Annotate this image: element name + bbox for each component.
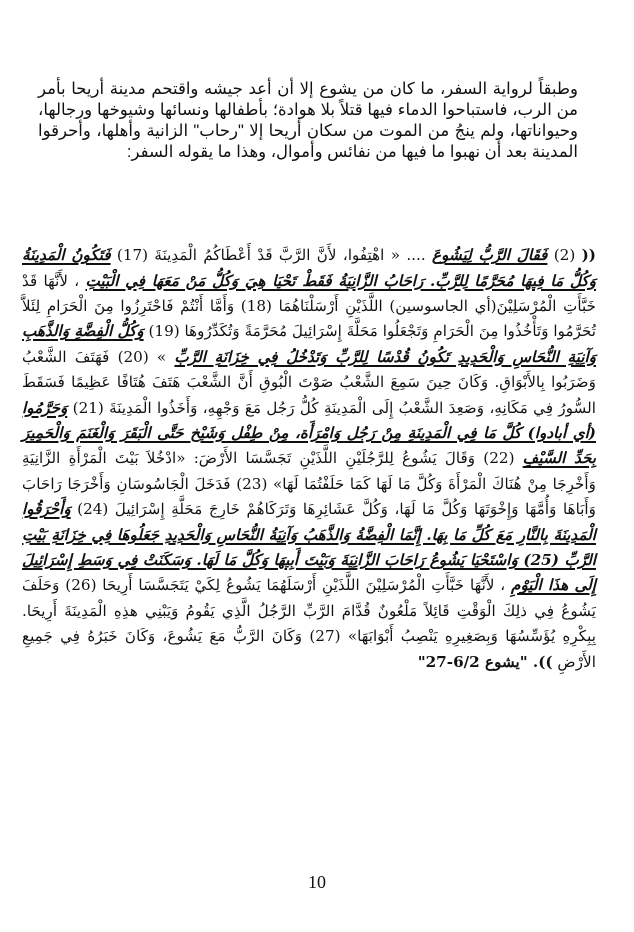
quote-text: » (20) فَهَتَفَ الشَّعْبُ وَضَرَبُوا بِالأَبْوَاقِ. وَكَانَ حِينَ سَمِعَ الشَّعْبُ صَوْتَ الْبُوقِ أَنَّ الشَّعْبَ هَتَفَ هُتَافًا عَظِيمًا فَسَقَطَ السُّورُ فِي مَكَانِهِ، وَصَعِدَ الشَّعْبُ إِلَى الْمَدِينَةِ كُلُّ رَجُل مَعَ وَجْهِهِ، وَأَخَذُوا الْمَدِينَةَ (21) [22, 347, 596, 417]
quote-text: (2) [547, 246, 576, 265]
quote-emphasis: فَتَكُونُ الْمَدِينَةُ وَكُلُّ مَا فِيهَا مُحَرَّمًا لِلرَّبِّ. رَاحَابُ الزَّانِيَةُ فَقَطْ تَحْيَا هِيَ وَكُلُّ مَنْ مَعَهَا فِي الْبَيْتِ [22, 246, 596, 290]
quote-emphasis: وَكُلُّ الْفِضَّةِ وَالذَّهَبِ وَآنِيَةِ النُّحَاسِ وَالْحَدِيدِ تَكُونُ قُدْسًا لِلرَّبِّ وَتَدْخُلُ فِي خِزَانَةِ الرَّبِّ [22, 322, 597, 366]
page-number: 10 [308, 872, 326, 892]
quote-text: (22) وَقَالَ يَشُوعُ لِلرَّجُلَيْنِ اللَّذَيْنِ تَجَسَّسَا الأَرْضَ: «ادْخُلاَ بَيْتَ الْمَرْأَةِ الزَّانِيَةِ وَأَخْرِجَا مِنْ هُنَاكَ الْمَرْأَةَ وَكُلَّ مَا لَهَا كَمَا حَلَفْتُمَا لَهَا» (23) فَدَخَلَ الْجَاسُوسَانِ وَأَخْرَجَا رَاحَابَ وَأَبَاهَا وَأُمَّهَا وَإِخْوَتَهَا وَكُلَّ مَا لَهَا، وَكُلَّ عَشَائِرِهَا وَتَرَكَاهُمْ خَارِجَ مَحَلَّةِ إِسْرَائِيلَ (24) [22, 449, 596, 519]
quote-text: ، لأَنَّهَا قَدْ خَبَّأَتِ الْمُرْسَلِيْنَ(أي الجاسوسين) اللَّذَيْنِ أَرْسَلْنَاهُمَا (18) وَأَمَّا أَنْتُمْ فَاحْتَرِزُوا مِنَ الْحَرَامِ لِئَلاَّ تُحَرَّمُوا وَتَأْخُذُوا مِنَ الْحَرَامِ وَتَجْعَلُوا مَحَلَّةَ إِسْرَائِيلَ مُحَرَّمَةً وَتُكَدِّرُوهَا (19) [22, 271, 596, 341]
quote-emphasis: وَحَرَّمُوا (أي أبادوا) كُلَّ مَا فِي الْمَدِينَةِ مِنْ رَجُل وَامْرَأَة، مِنْ طِفْل وَشَيْخ حَتَّى الْبَقَرَ وَالْغَنَمَ وَالْحَمِيرَ بِحَدِّ السَّيْفِ [22, 398, 596, 468]
quote-open-marks: (( [581, 246, 596, 265]
quote-text: .... « اهْتِفُوا، لأَنَّ الرَّبَّ قَدْ أَعْطَاكُمُ الْمَدِينَةَ (17) [110, 246, 426, 265]
quote-emphasis: فَقَالَ الرَّبُّ لِيَشُوعَ [432, 246, 548, 265]
quote-text: ، لأَنَّهَا خَبَّأَتِ الْمُرْسَلِيْنَ اللَّذَيْنِ أَرْسَلَهُمَا يَشُوعُ لِكَيْ يَتَجَسَّسَا أَرِيحَا (26) وَحَلَفَ يَشُوعُ فِي ذلِكَ الْوَقْتِ قَائِلاً مَلْعُونٌ قُدَّامَ الرَّبِّ الرَّجُلُ الَّذِي يَقُومُ وَيَبْنِي هذِهِ الْمَدِينَةَ أَرِيحَا. بِبِكْرِهِ يُؤَسِّسُهَا وَبِصَغِيرِهِ يَنْصِبُ أَبْوَابَهَا» (27) وَكَانَ الرَّبُّ مَعَ يَشُوعَ، وَكَانَ خَبَرُهُ فِي جَمِيعِ الأَرْضِ [22, 576, 596, 671]
quote-citation: )). "يشوع 6/2-27" [417, 652, 553, 671]
scripture-quote [22, 243, 596, 675]
quote-emphasis: وَأَحْرَقُوا الْمَدِينَةَ بِالنَّارِ مَعَ كُلِّ مَا بِهَا. إِنَّمَا الْفِضَّةُ وَالذَّهَبُ وَآنِيَةُ النُّحَاسِ وَالْحَدِيدِ جَعَلُوهَا فِي خِزَانَةِ بَيْتِ الرَّبِّ (25) وَاسْتَحْيَا يَشُوعُ رَاحَابَ الزَّانِيَةَ وَبَيْتَ أَبِيهَا وَكُلَّ مَا لَهَا. وَسَكَنَتْ فِي وَسَطِ إِسْرَائِيلَ إِلَى هذَا الْيَوْمِ [22, 500, 597, 595]
intro-paragraph: وطبقاً لرواية السفر، ما كان من يشوع إلا أن أعد جيشه واقتحم مدينة أريحا بأمر من الرب، فاستباحوا الدماء فيها قتلاً بلا هوادة؛ بأطفالها ونسائها وشيوخها ورجالها، وحيواناتها، ولم ينجُ من الموت من سكان أريحا إلا "رحاب" الزانية وأهلها، وأحرقوا المدينة بعد أن نهبوا ما فيها من نفائس وأموال، وهذا ما يقوله السفر: [38, 79, 578, 161]
